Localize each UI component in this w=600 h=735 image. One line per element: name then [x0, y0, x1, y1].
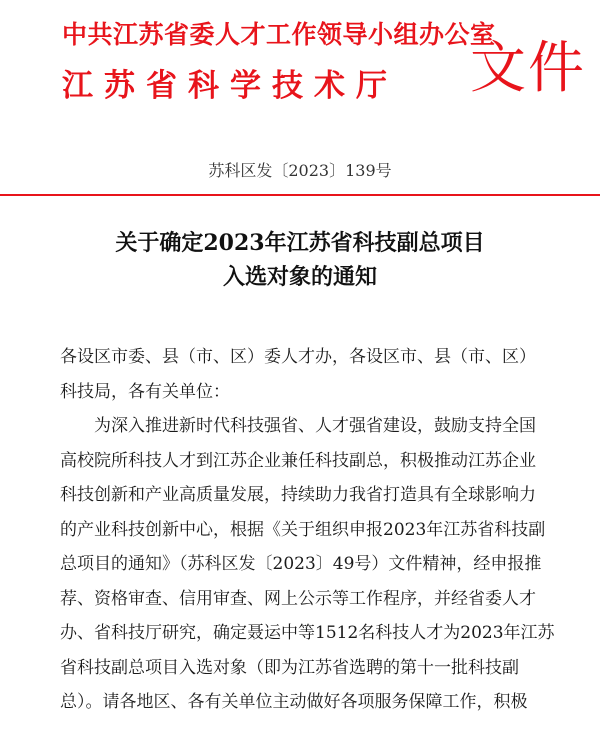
salutation-line2: 科技局，各有关单位：	[60, 381, 230, 402]
body-line: 省科技副总项目入选对象（即为江苏省选聘的第十一批科技副	[60, 657, 519, 678]
document-number: 苏科区发〔2023〕139号	[208, 161, 392, 180]
body-line: 荐、资格审查、信用审查、网上公示等工作程序，并经省委人才	[60, 588, 536, 609]
body-line: 高校院所科技人才到江苏企业兼任科技副总，积极推动江苏企业	[60, 450, 536, 471]
notice-body	[60, 340, 560, 720]
body-line: 总）。请各地区、各有关单位主动做好各项服务保障工作，积极	[60, 692, 528, 712]
issuing-org-line2: 江苏省科学技术厅	[62, 68, 398, 104]
body-line: 科技创新和产业高质量发展，持续助力我省打造具有全球影响力	[60, 485, 536, 505]
body-line: 总项目的通知》（苏科区发〔2023〕49号）文件精神，经申报推	[60, 554, 542, 574]
notice-title	[0, 226, 600, 294]
title-line1: 关于确定2023年江苏省科技副总项目	[115, 230, 485, 256]
salutation-line1: 各设区市委、县（市、区）委人才办，各设区市、县（市、区）	[60, 347, 536, 367]
title-line2: 入选对象的通知	[222, 264, 377, 290]
body-line: 为深入推进新时代科技强省、人才强省建设，鼓励支持全国	[94, 416, 536, 436]
red-divider	[0, 194, 600, 196]
issuing-org-line1: 中共江苏省委人才工作领导小组办公室	[62, 20, 496, 49]
document-header	[62, 10, 600, 120]
document-word: 文件	[470, 36, 586, 101]
body-line: 的产业科技创新中心，根据《关于组织申报2023年江苏省科技副	[60, 519, 546, 540]
body-line: 办、省科技厅研究，确定聂运中等1512名科技人才为2023年江苏	[60, 623, 555, 643]
